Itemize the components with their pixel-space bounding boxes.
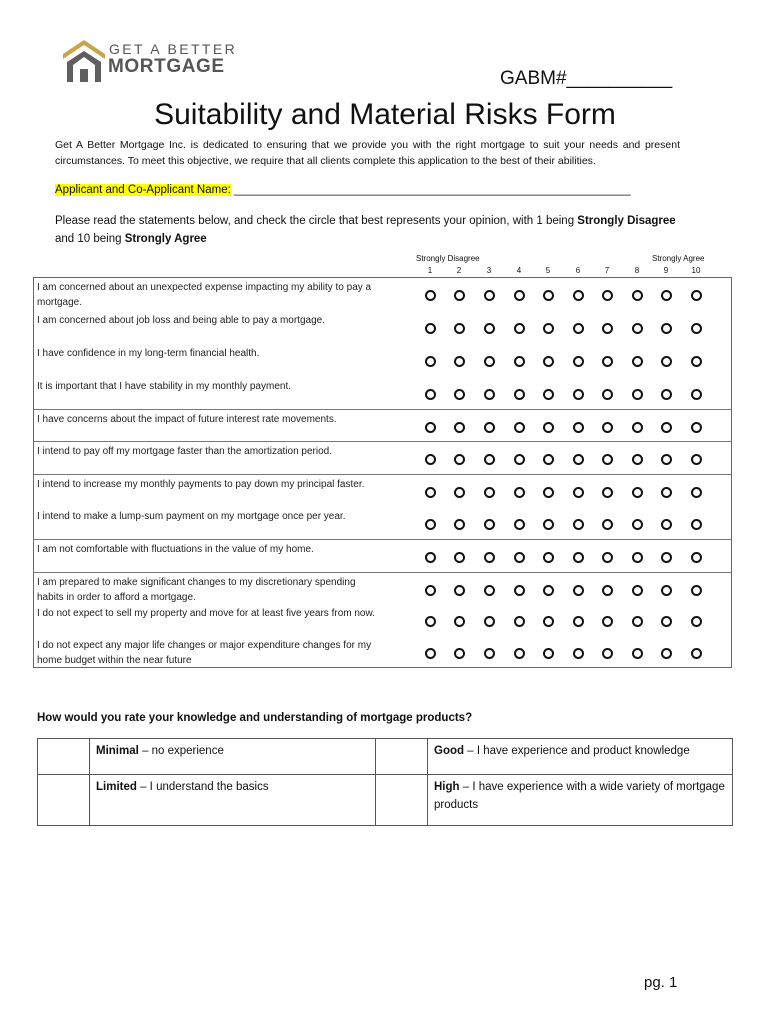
- knowledge-option-high: High – I have experience with a wide variety of mortgage products: [428, 775, 733, 826]
- scale-label-strongly-disagree: Strongly Disagree: [416, 254, 480, 263]
- knowledge-question: How would you rate your knowledge and understanding of mortgage products?: [37, 712, 473, 724]
- knowledge-checkbox-minimal[interactable]: [38, 739, 90, 775]
- rating-radio-2[interactable]: [454, 422, 465, 433]
- logo-line-2: MORTGAGE: [108, 56, 225, 77]
- rating-radio-4[interactable]: [514, 648, 525, 659]
- knowledge-checkbox-limited[interactable]: [38, 775, 90, 826]
- rating-radio-9[interactable]: [661, 648, 672, 659]
- rating-radio-4[interactable]: [514, 552, 525, 563]
- rating-radio-8[interactable]: [632, 389, 643, 400]
- rating-radio-9[interactable]: [661, 389, 672, 400]
- rating-radio-6[interactable]: [573, 552, 584, 563]
- rating-radio-7[interactable]: [602, 585, 613, 596]
- rating-radio-9[interactable]: [661, 454, 672, 465]
- rating-radio-6[interactable]: [573, 616, 584, 627]
- rating-radio-6[interactable]: [573, 519, 584, 530]
- knowledge-options-table: [37, 738, 733, 826]
- rating-radio-10[interactable]: [691, 648, 702, 659]
- rating-radio-9[interactable]: [661, 519, 672, 530]
- statement-row: [34, 539, 731, 572]
- rating-radio-1[interactable]: [425, 422, 436, 433]
- knowledge-checkbox-high[interactable]: [376, 775, 428, 826]
- rating-radio-6[interactable]: [573, 356, 584, 367]
- scale-number: 9: [663, 266, 669, 275]
- rating-radio-5[interactable]: [543, 616, 554, 627]
- rating-radio-9[interactable]: [661, 356, 672, 367]
- statement-row: [34, 278, 731, 311]
- rating-radio-7[interactable]: [602, 616, 613, 627]
- rating-radio-9[interactable]: [661, 585, 672, 596]
- intro-paragraph: Get A Better Mortgage Inc. is dedicated to ensuring that we provide you with the right mortgage to suit your needs and present circumstances. To meet this objective, we require that all clients complete this application to the best of their abilities.: [55, 139, 680, 167]
- rating-radio-3[interactable]: [484, 552, 495, 563]
- knowledge-option-good: Good – I have experience and product knowledge: [428, 739, 733, 775]
- rating-radio-4[interactable]: [514, 356, 525, 367]
- rating-radio-5[interactable]: [543, 487, 554, 498]
- rating-radio-1[interactable]: [425, 454, 436, 465]
- knowledge-option-minimal: Minimal – no experience: [90, 739, 376, 775]
- rating-radio-2[interactable]: [454, 519, 465, 530]
- knowledge-checkbox-good[interactable]: [376, 739, 428, 775]
- statement-row: [34, 344, 731, 377]
- rating-radio-7[interactable]: [602, 422, 613, 433]
- rating-radio-1[interactable]: [425, 487, 436, 498]
- rating-radio-2[interactable]: [454, 454, 465, 465]
- rating-radio-5[interactable]: [543, 519, 554, 530]
- rating-radio-8[interactable]: [632, 454, 643, 465]
- statement-text: I intend to make a lump-sum payment on my mortgage once per year.: [37, 511, 346, 522]
- rating-radio-2[interactable]: [454, 648, 465, 659]
- rating-radio-7[interactable]: [602, 290, 613, 301]
- rating-radio-5[interactable]: [543, 422, 554, 433]
- scale-number: 8: [634, 266, 640, 275]
- rating-radio-3[interactable]: [484, 356, 495, 367]
- rating-radio-10[interactable]: [691, 422, 702, 433]
- rating-radio-7[interactable]: [602, 356, 613, 367]
- rating-radio-9[interactable]: [661, 323, 672, 334]
- rating-radio-5[interactable]: [543, 585, 554, 596]
- instructions: [55, 212, 695, 248]
- rating-radio-7[interactable]: [602, 552, 613, 563]
- logo-line-1: GET A BETTER: [109, 41, 238, 57]
- rating-radio-3[interactable]: [484, 487, 495, 498]
- rating-radio-4[interactable]: [514, 389, 525, 400]
- rating-radio-1[interactable]: [425, 290, 436, 301]
- statement-row: [34, 377, 731, 410]
- rating-radio-2[interactable]: [454, 356, 465, 367]
- rating-radio-8[interactable]: [632, 323, 643, 334]
- company-logo: [63, 38, 238, 84]
- rating-radio-8[interactable]: [632, 487, 643, 498]
- rating-radio-4[interactable]: [514, 422, 525, 433]
- rating-radio-2[interactable]: [454, 487, 465, 498]
- rating-radio-8[interactable]: [632, 356, 643, 367]
- rating-radio-10[interactable]: [691, 487, 702, 498]
- rating-radio-10[interactable]: [691, 519, 702, 530]
- rating-radio-3[interactable]: [484, 616, 495, 627]
- scale-number: 7: [604, 266, 610, 275]
- rating-radio-3[interactable]: [484, 585, 495, 596]
- rating-radio-5[interactable]: [543, 648, 554, 659]
- statement-row: [34, 441, 731, 474]
- statement-text: I am prepared to make significant changes to my discretionary spending habits in order to afford a mortgage.: [37, 577, 356, 603]
- statement-row: [34, 507, 731, 540]
- rating-radio-8[interactable]: [632, 585, 643, 596]
- rating-radio-9[interactable]: [661, 487, 672, 498]
- applicant-name-label: Applicant and Co-Applicant Name:: [55, 184, 231, 196]
- rating-radio-1[interactable]: [425, 323, 436, 334]
- rating-radio-1[interactable]: [425, 519, 436, 530]
- statement-row: [34, 636, 731, 669]
- rating-radio-3[interactable]: [484, 389, 495, 400]
- rating-radio-9[interactable]: [661, 290, 672, 301]
- rating-radio-7[interactable]: [602, 519, 613, 530]
- applicant-name-line[interactable]: ______________________________________________________________: [234, 184, 631, 196]
- knowledge-row: [38, 775, 733, 826]
- rating-radio-7[interactable]: [602, 487, 613, 498]
- rating-radio-1[interactable]: [425, 648, 436, 659]
- rating-radio-10[interactable]: [691, 290, 702, 301]
- rating-radio-10[interactable]: [691, 585, 702, 596]
- applicant-name-field[interactable]: [55, 184, 631, 196]
- rating-radio-8[interactable]: [632, 290, 643, 301]
- rating-radio-5[interactable]: [543, 552, 554, 563]
- rating-radio-2[interactable]: [454, 552, 465, 563]
- rating-radio-10[interactable]: [691, 552, 702, 563]
- rating-radio-5[interactable]: [543, 290, 554, 301]
- instructions-text-2: and 10 being: [55, 233, 125, 245]
- rating-radio-3[interactable]: [484, 323, 495, 334]
- rating-radio-3[interactable]: [484, 454, 495, 465]
- rating-radio-3[interactable]: [484, 422, 495, 433]
- rating-radio-5[interactable]: [543, 454, 554, 465]
- statement-text: I intend to increase my monthly payments to pay down my principal faster.: [37, 479, 365, 490]
- rating-radio-5[interactable]: [543, 389, 554, 400]
- statement-text: I have confidence in my long-term financial health.: [37, 348, 260, 359]
- rating-radio-2[interactable]: [454, 585, 465, 596]
- instructions-text-1: Please read the statements below, and check the circle that best represents your opinion, with 1 being: [55, 215, 578, 227]
- rating-radio-4[interactable]: [514, 290, 525, 301]
- statement-row: [34, 604, 731, 637]
- rating-radio-3[interactable]: [484, 290, 495, 301]
- rating-radio-10[interactable]: [691, 323, 702, 334]
- rating-radio-2[interactable]: [454, 389, 465, 400]
- rating-radio-8[interactable]: [632, 552, 643, 563]
- rating-radio-7[interactable]: [602, 454, 613, 465]
- instructions-bold-1: Strongly Disagree: [577, 215, 676, 227]
- rating-radio-8[interactable]: [632, 422, 643, 433]
- rating-radio-7[interactable]: [602, 323, 613, 334]
- house-icon: [63, 38, 105, 84]
- rating-radio-1[interactable]: [425, 585, 436, 596]
- rating-radio-3[interactable]: [484, 648, 495, 659]
- statement-text: I am not comfortable with fluctuations in the value of my home.: [37, 544, 314, 555]
- statement-text: It is important that I have stability in my monthly payment.: [37, 381, 291, 392]
- statement-text: I am concerned about job loss and being able to pay a mortgage.: [37, 315, 325, 326]
- rating-radio-4[interactable]: [514, 585, 525, 596]
- rating-radio-6[interactable]: [573, 585, 584, 596]
- rating-radio-9[interactable]: [661, 552, 672, 563]
- scale-number: 2: [456, 266, 462, 275]
- rating-radio-2[interactable]: [454, 323, 465, 334]
- rating-radio-5[interactable]: [543, 323, 554, 334]
- rating-radio-1[interactable]: [425, 616, 436, 627]
- rating-radio-1[interactable]: [425, 356, 436, 367]
- rating-radio-10[interactable]: [691, 616, 702, 627]
- rating-radio-6[interactable]: [573, 648, 584, 659]
- rating-radio-10[interactable]: [691, 454, 702, 465]
- statement-text: I intend to pay off my mortgage faster than the amortization period.: [37, 446, 332, 457]
- statement-row: [34, 409, 731, 442]
- rating-radio-8[interactable]: [632, 648, 643, 659]
- rating-radio-4[interactable]: [514, 616, 525, 627]
- rating-radio-6[interactable]: [573, 454, 584, 465]
- rating-radio-6[interactable]: [573, 323, 584, 334]
- page-title: Suitability and Material Risks Form: [154, 98, 616, 131]
- rating-radio-4[interactable]: [514, 519, 525, 530]
- scale-number: 4: [516, 266, 522, 275]
- statement-text: I am concerned about an unexpected expense impacting my ability to pay a mortgage.: [37, 282, 372, 308]
- scale-label-strongly-agree: Strongly Agree: [652, 254, 705, 263]
- scale-number: 1: [427, 266, 433, 275]
- scale-number: 5: [545, 266, 551, 275]
- statement-row: [34, 311, 731, 344]
- knowledge-option-limited: Limited – I understand the basics: [90, 775, 376, 826]
- form-number: GABM#__________: [500, 68, 673, 89]
- rating-radio-10[interactable]: [691, 356, 702, 367]
- rating-radio-9[interactable]: [661, 616, 672, 627]
- rating-radio-4[interactable]: [514, 454, 525, 465]
- scale-number: 6: [575, 266, 581, 275]
- scale-number: 3: [486, 266, 492, 275]
- rating-radio-6[interactable]: [573, 290, 584, 301]
- rating-radio-1[interactable]: [425, 552, 436, 563]
- scale-number: 10: [691, 266, 701, 275]
- statement-text: I have concerns about the impact of future interest rate movements.: [37, 414, 337, 425]
- rating-radio-8[interactable]: [632, 616, 643, 627]
- knowledge-row: [38, 739, 733, 775]
- rating-radio-7[interactable]: [602, 648, 613, 659]
- statement-row: [34, 474, 731, 507]
- rating-radio-2[interactable]: [454, 616, 465, 627]
- rating-radio-6[interactable]: [573, 422, 584, 433]
- rating-radio-7[interactable]: [602, 389, 613, 400]
- rating-radio-5[interactable]: [543, 356, 554, 367]
- rating-table: [33, 277, 732, 668]
- rating-radio-4[interactable]: [514, 487, 525, 498]
- statement-text: I do not expect any major life changes or major expenditure changes for my home budget within the near future: [37, 640, 372, 666]
- instructions-bold-2: Strongly Agree: [124, 233, 207, 245]
- rating-radio-2[interactable]: [454, 290, 465, 301]
- rating-radio-8[interactable]: [632, 519, 643, 530]
- statement-text: I do not expect to sell my property and move for at least five years from now.: [37, 608, 375, 619]
- page-number: pg. 1: [644, 974, 678, 991]
- rating-radio-1[interactable]: [425, 389, 436, 400]
- rating-radio-9[interactable]: [661, 422, 672, 433]
- rating-radio-10[interactable]: [691, 389, 702, 400]
- rating-radio-6[interactable]: [573, 389, 584, 400]
- statement-row: [34, 572, 731, 605]
- rating-radio-3[interactable]: [484, 519, 495, 530]
- rating-radio-4[interactable]: [514, 323, 525, 334]
- rating-radio-6[interactable]: [573, 487, 584, 498]
